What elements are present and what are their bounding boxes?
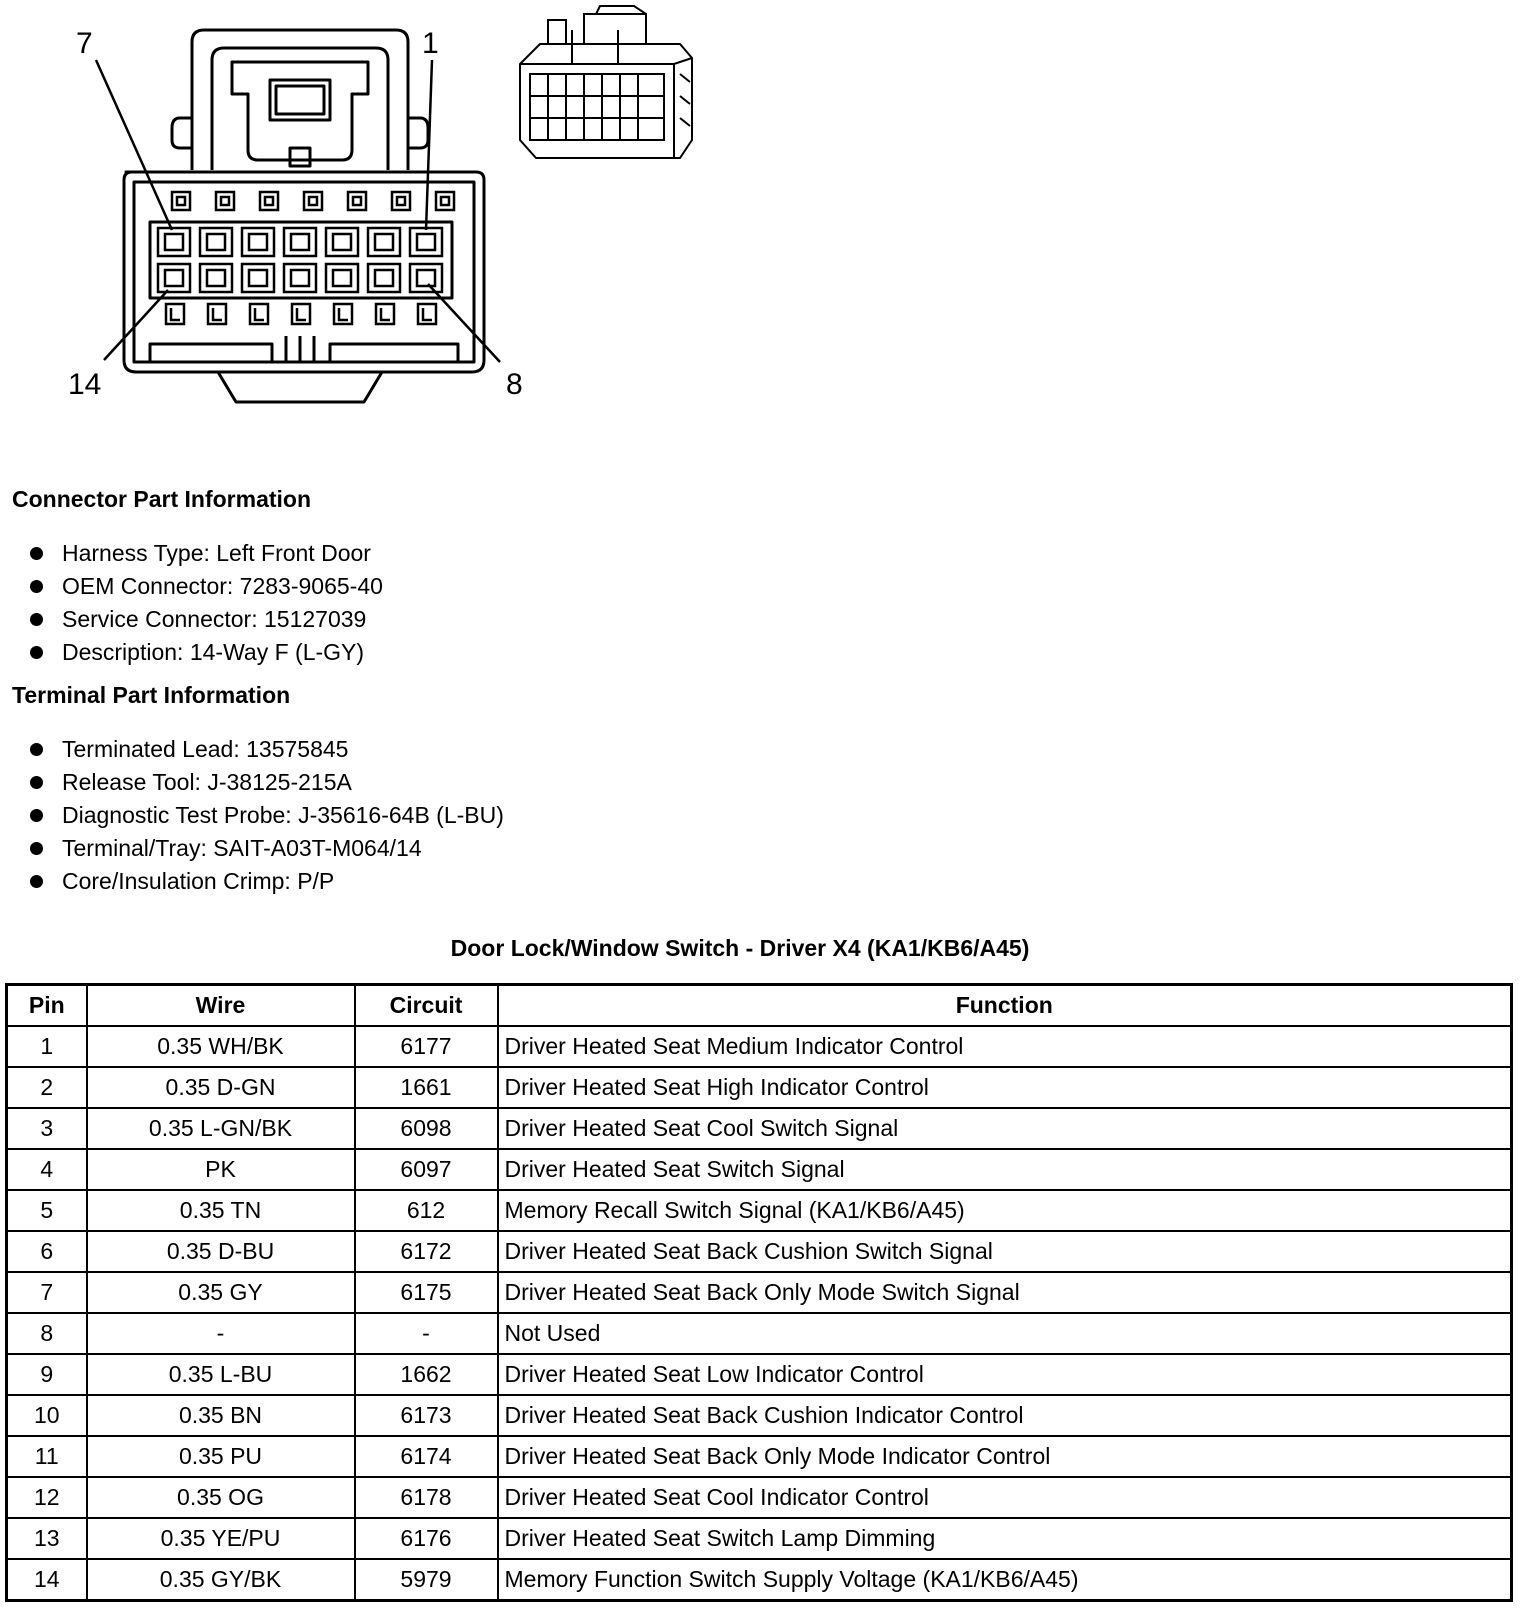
- cell-circuit: 6174: [355, 1436, 498, 1477]
- cell-circuit: 6098: [355, 1108, 498, 1149]
- cell-circuit: 1662: [355, 1354, 498, 1395]
- col-header-wire: Wire: [87, 985, 355, 1027]
- cell-wire: 0.35 PU: [87, 1436, 355, 1477]
- cell-wire: 0.35 BN: [87, 1395, 355, 1436]
- cell-func: Driver Heated Seat Back Only Mode Switch Signal: [498, 1272, 1512, 1313]
- cell-func: Not Used: [498, 1313, 1512, 1354]
- cell-wire: 0.35 L-BU: [87, 1354, 355, 1395]
- cell-pin: 5: [7, 1190, 87, 1231]
- table-row: [7, 1231, 1512, 1272]
- cell-wire: 0.35 OG: [87, 1477, 355, 1518]
- connector-latch-inner: [212, 48, 388, 170]
- cell-func: Driver Heated Seat Back Cushion Switch Signal: [498, 1231, 1512, 1272]
- connector-info-list: [28, 537, 383, 669]
- cell-pin: 6: [7, 1231, 87, 1272]
- cell-func: Driver Heated Seat Cool Switch Signal: [498, 1108, 1512, 1149]
- pin-label-7: 7: [76, 27, 93, 60]
- cell-pin: 10: [7, 1395, 87, 1436]
- bullet-icon: [30, 743, 43, 756]
- table-title: Door Lock/Window Switch - Driver X4 (KA1/KB6/A45): [450, 935, 1030, 961]
- cell-wire: 0.35 D-BU: [87, 1231, 355, 1272]
- cell-wire: 0.35 GY: [87, 1272, 355, 1313]
- cell-circuit: 6097: [355, 1149, 498, 1190]
- table-row: [7, 1354, 1512, 1395]
- table-header-row: [7, 985, 1512, 1027]
- cell-circuit: 6178: [355, 1477, 498, 1518]
- cell-func: Driver Heated Seat High Indicator Control: [498, 1067, 1512, 1108]
- table-row: [7, 1067, 1512, 1108]
- cell-wire: 0.35 D-GN: [87, 1067, 355, 1108]
- list-item: Diagnostic Test Probe: J-35616-64B (L-BU): [28, 799, 504, 832]
- cell-circuit: 6176: [355, 1518, 498, 1559]
- terminal-info-title: Terminal Part Information: [12, 682, 291, 708]
- table-row: [7, 1190, 1512, 1231]
- list-item: Terminal/Tray: SAIT-A03T-M064/14: [28, 832, 504, 865]
- cell-circuit: 612: [355, 1190, 498, 1231]
- cell-func: Driver Heated Seat Medium Indicator Control: [498, 1026, 1512, 1067]
- cell-pin: 9: [7, 1354, 87, 1395]
- pinout-table-body: [7, 1026, 1512, 1601]
- cell-circuit: 1661: [355, 1067, 498, 1108]
- cell-pin: 7: [7, 1272, 87, 1313]
- table-row: [7, 1477, 1512, 1518]
- cell-wire: 0.35 GY/BK: [87, 1559, 355, 1601]
- pin-label-1: 1: [422, 27, 439, 60]
- cell-func: Driver Heated Seat Cool Indicator Control: [498, 1477, 1512, 1518]
- cell-wire: 0.35 WH/BK: [87, 1026, 355, 1067]
- table-row: [7, 1395, 1512, 1436]
- col-header-circuit: Circuit: [355, 985, 498, 1027]
- bullet-icon: [30, 547, 43, 560]
- pin-label-14: 14: [68, 368, 102, 401]
- list-item: Release Tool: J-38125-215A: [28, 766, 504, 799]
- bullet-icon: [30, 613, 43, 626]
- bullet-icon: [30, 646, 43, 659]
- cell-pin: 1: [7, 1026, 87, 1067]
- cell-circuit: 6173: [355, 1395, 498, 1436]
- connector-3d-view: [520, 6, 692, 158]
- table-row: [7, 1559, 1512, 1601]
- pinout-table: [5, 983, 1513, 1602]
- connector-face-diagram: [0, 0, 720, 440]
- cell-wire: 0.35 L-GN/BK: [87, 1108, 355, 1149]
- cell-func: Driver Heated Seat Low Indicator Control: [498, 1354, 1512, 1395]
- bullet-icon: [30, 776, 43, 789]
- bullet-icon: [30, 842, 43, 855]
- cell-func: Driver Heated Seat Back Cushion Indicator Control: [498, 1395, 1512, 1436]
- connector-key: [218, 372, 382, 402]
- cell-pin: 2: [7, 1067, 87, 1108]
- col-header-pin: Pin: [7, 985, 87, 1027]
- cell-circuit: 6175: [355, 1272, 498, 1313]
- cell-wire: 0.35 TN: [87, 1190, 355, 1231]
- cell-func: Driver Heated Seat Switch Signal: [498, 1149, 1512, 1190]
- table-row: [7, 1313, 1512, 1354]
- table-row: [7, 1518, 1512, 1559]
- terminal-info-list: [28, 733, 504, 898]
- cell-func: Memory Recall Switch Signal (KA1/KB6/A45): [498, 1190, 1512, 1231]
- cell-pin: 4: [7, 1149, 87, 1190]
- cell-circuit: 6177: [355, 1026, 498, 1067]
- connector-info-title: Connector Part Information: [12, 486, 312, 512]
- cell-circuit: 6172: [355, 1231, 498, 1272]
- cell-pin: 3: [7, 1108, 87, 1149]
- col-header-function: Function: [498, 985, 1512, 1027]
- cell-pin: 13: [7, 1518, 87, 1559]
- bullet-icon: [30, 809, 43, 822]
- table-row: [7, 1108, 1512, 1149]
- bullet-icon: [30, 580, 43, 593]
- list-item: Harness Type: Left Front Door: [28, 537, 383, 570]
- list-item: Terminated Lead: 13575845: [28, 733, 504, 766]
- cell-wire: 0.35 YE/PU: [87, 1518, 355, 1559]
- list-item: Description: 14-Way F (L-GY): [28, 636, 383, 669]
- list-item: Core/Insulation Crimp: P/P: [28, 865, 504, 898]
- table-row: [7, 1026, 1512, 1067]
- cell-pin: 8: [7, 1313, 87, 1354]
- table-row: [7, 1436, 1512, 1477]
- cell-func: Driver Heated Seat Back Only Mode Indicator Control: [498, 1436, 1512, 1477]
- cell-pin: 11: [7, 1436, 87, 1477]
- table-row: [7, 1149, 1512, 1190]
- cell-wire: PK: [87, 1149, 355, 1190]
- cell-func: Driver Heated Seat Switch Lamp Dimming: [498, 1518, 1512, 1559]
- cell-circuit: 5979: [355, 1559, 498, 1601]
- cell-circuit: -: [355, 1313, 498, 1354]
- table-row: [7, 1272, 1512, 1313]
- cell-func: Memory Function Switch Supply Voltage (KA1/KB6/A45): [498, 1559, 1512, 1601]
- cell-pin: 14: [7, 1559, 87, 1601]
- bullet-icon: [30, 875, 43, 888]
- cell-pin: 12: [7, 1477, 87, 1518]
- cell-wire: -: [87, 1313, 355, 1354]
- list-item: OEM Connector: 7283-9065-40: [28, 570, 383, 603]
- list-item: Service Connector: 15127039: [28, 603, 383, 636]
- pin-label-8: 8: [506, 368, 523, 401]
